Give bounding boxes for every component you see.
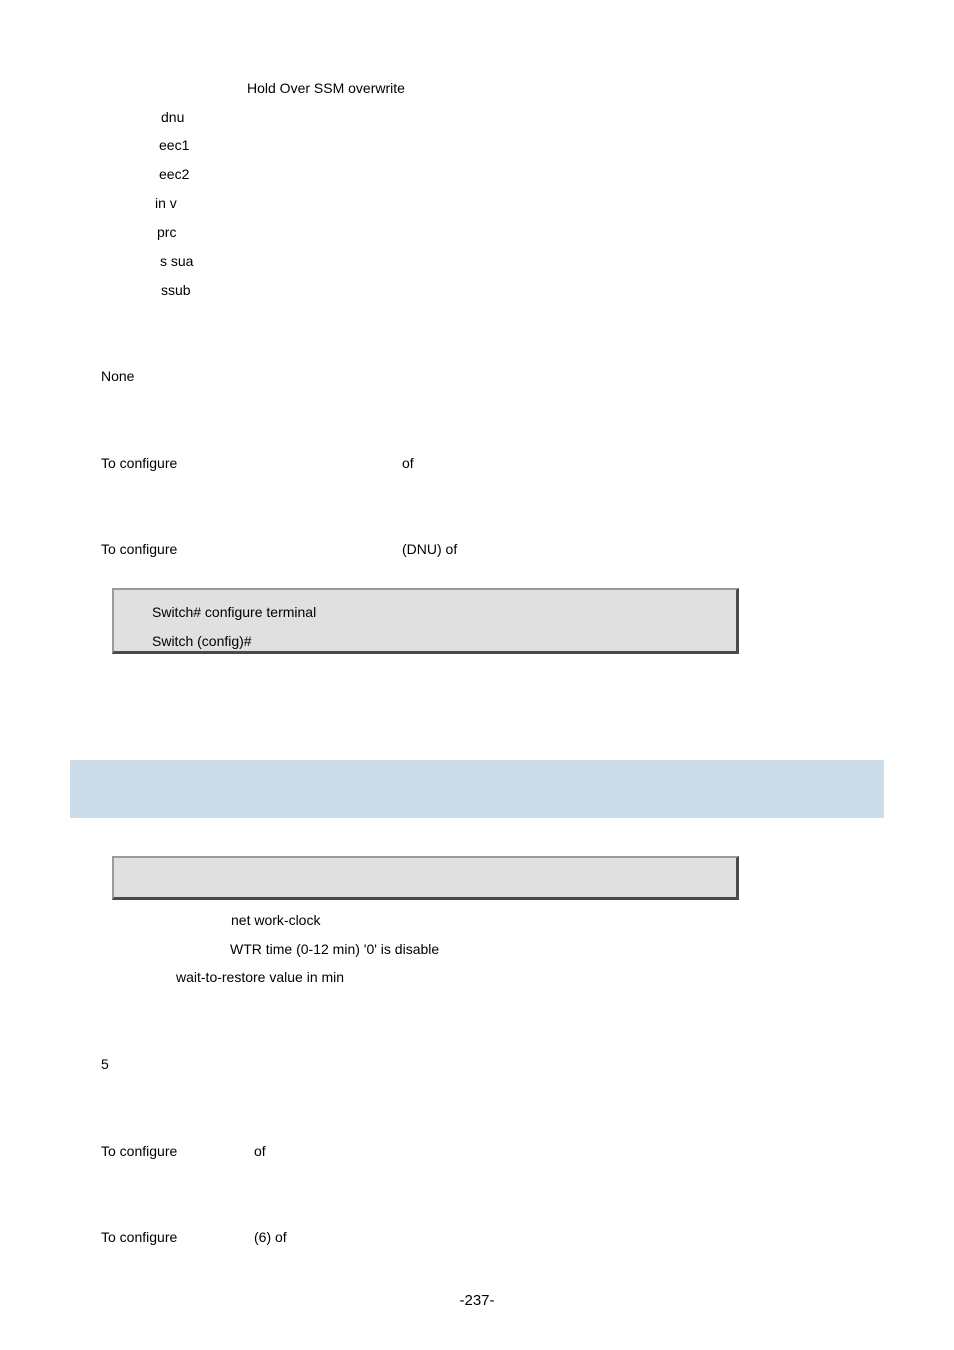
ssm-option-ssub: ssub	[161, 282, 191, 298]
usage-line-1-tail: of	[402, 455, 414, 471]
example-code-box	[112, 588, 739, 654]
code-line-config-prompt: Switch (config)#	[152, 633, 252, 649]
code-line-configure-terminal: Switch# configure terminal	[152, 604, 317, 620]
param-wtr-time: WTR time (0-12 min) '0' is disable	[230, 941, 440, 957]
wtr-usage-line-1-tail: of	[254, 1143, 266, 1159]
ssm-overwrite-header: Hold Over SSM overwrite	[247, 80, 405, 96]
wtr-usage-line-1-lead: To configure	[101, 1143, 178, 1159]
ssm-option-prc: prc	[157, 224, 177, 240]
ssm-option-eec1: eec1	[159, 137, 190, 153]
command-syntax-box	[112, 856, 739, 900]
ssm-option-dnu: dnu	[161, 109, 185, 125]
usage-line-2-lead: To configure	[101, 541, 178, 557]
param-wait-to-restore: wait-to-restore value in min	[176, 969, 345, 985]
ssm-option-ssua: s sua	[160, 253, 194, 269]
wtr-usage-line-2-lead: To configure	[101, 1229, 178, 1245]
default-value-none: None	[101, 368, 135, 384]
param-network-clock: net work-clock	[231, 912, 321, 928]
wtr-default-value: 5	[101, 1056, 109, 1072]
ssm-option-inv: in v	[155, 195, 177, 211]
wtr-usage-line-2-tail: (6) of	[254, 1229, 287, 1245]
usage-line-2-tail: (DNU) of	[402, 541, 458, 557]
page-number: -237-	[459, 1292, 495, 1309]
usage-line-1-lead: To configure	[101, 455, 178, 471]
section-heading-band	[70, 760, 884, 818]
ssm-option-eec2: eec2	[159, 166, 190, 182]
